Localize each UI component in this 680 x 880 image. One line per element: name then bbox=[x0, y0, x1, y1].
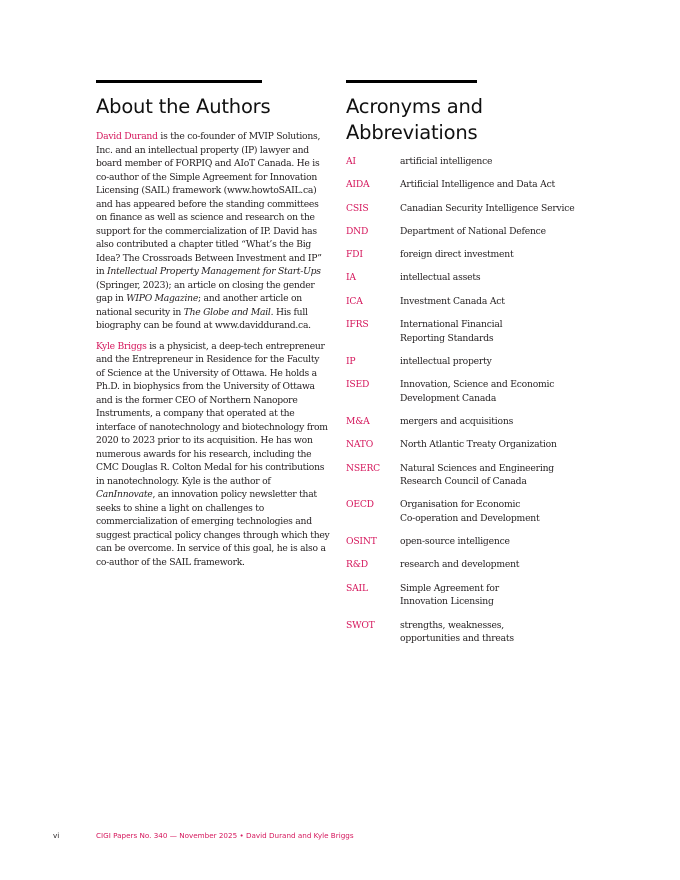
acronym-row bbox=[346, 155, 586, 169]
acronym-definition: Simple Agreement for Innovation Licensing bbox=[400, 582, 499, 608]
acronym-definition: North Atlantic Treaty Organization bbox=[400, 439, 557, 451]
acronym-definition: foreign direct investment bbox=[400, 249, 514, 261]
acronym-definition: Investment Canada Act bbox=[400, 295, 505, 307]
acronym-abbr: M&A bbox=[346, 415, 370, 427]
acronym-abbr: ICA bbox=[346, 295, 363, 307]
acronym-row bbox=[346, 225, 586, 239]
acronym-definition: Innovation, Science and Economic Development Canada bbox=[400, 379, 555, 404]
acronym-definition: open-source intelligence bbox=[400, 536, 510, 548]
acronym-row bbox=[346, 535, 586, 549]
acronym-abbr: IFRS bbox=[346, 319, 369, 331]
acronym-abbr: NATO bbox=[346, 439, 374, 451]
acronym-abbr: ISED bbox=[346, 379, 370, 391]
acronym-row bbox=[346, 582, 586, 609]
acronym-definition: Natural Sciences and Engineering Research Council of Canada bbox=[400, 462, 554, 488]
about-authors-section bbox=[96, 80, 330, 576]
bio-david-durand: David Durand is the co-founder of MVIP Solutions, Inc. and an intellectual property (IP) lawyer and board member of FORPIQ and AIoT Canada. He is co-author of the Simple Agreement for Innovation Licensing (SAIL) framework (www.howtoSAIL.ca) and has appeared before the standing committees on finance as well as science and research on the support for the commercialization of IP. David has also contributed a chapter titled “What’s the Big Idea? The Crossroads Between Investment and IP” in Intellectual Property Management for Start-Ups (Springer, 2023); an article on closing the gender gap in WIPO Magazine; and another article on national security in The Globe and Mail. His full biography can be found at www.daviddurand.ca. bbox=[96, 131, 322, 331]
acronym-definition: artificial intelligence bbox=[400, 156, 493, 167]
acronym-row bbox=[346, 355, 586, 369]
acronym-definition: Department of National Defence bbox=[400, 225, 546, 237]
acronyms-heading: Acronyms and Abbreviations bbox=[346, 95, 483, 144]
acronym-abbr: OSINT bbox=[346, 536, 377, 548]
acronym-abbr: FDI bbox=[346, 249, 363, 261]
section-rule bbox=[346, 80, 477, 83]
acronym-definition: Artificial Intelligence and Data Act bbox=[400, 179, 556, 191]
acronym-row bbox=[346, 178, 586, 192]
acronym-row bbox=[346, 202, 586, 216]
acronym-row bbox=[346, 248, 586, 262]
acronym-definition: strengths, weaknesses, opportunities and threats bbox=[400, 619, 514, 645]
acronym-abbr: R&D bbox=[346, 559, 368, 571]
acronym-abbr: AI bbox=[346, 156, 356, 167]
acronym-abbr: SAIL bbox=[346, 582, 368, 594]
acronym-definition: intellectual assets bbox=[400, 272, 481, 284]
acronym-row bbox=[346, 415, 586, 429]
acronym-definition: intellectual property bbox=[400, 355, 492, 367]
acronym-abbr: SWOT bbox=[346, 619, 375, 631]
acronym-definition: Organisation for Economic Co-operation and Development bbox=[400, 499, 540, 524]
acronym-definition: research and development bbox=[400, 559, 520, 571]
acronym-row bbox=[346, 318, 586, 345]
acronyms-section bbox=[346, 80, 586, 655]
section-rule bbox=[96, 80, 262, 83]
page-number: vi bbox=[53, 831, 60, 840]
acronym-abbr: CSIS bbox=[346, 202, 369, 214]
acronym-definition: International Financial Reporting Standards bbox=[400, 319, 503, 344]
author-name: Kyle Briggs bbox=[96, 340, 147, 352]
acronym-list bbox=[346, 155, 586, 646]
acronym-row bbox=[346, 619, 586, 646]
acronym-row bbox=[346, 378, 586, 405]
acronym-abbr: NSERC bbox=[346, 462, 380, 474]
acronym-row bbox=[346, 438, 586, 452]
acronym-abbr: IP bbox=[346, 355, 356, 367]
acronym-row bbox=[346, 558, 586, 572]
acronym-abbr: AIDA bbox=[346, 179, 370, 191]
acronym-row bbox=[346, 295, 586, 309]
acronym-abbr: IA bbox=[346, 272, 356, 284]
author-name: David Durand bbox=[96, 131, 158, 142]
authors-heading: About the Authors bbox=[96, 95, 271, 118]
acronym-definition: mergers and acquisitions bbox=[400, 415, 514, 427]
acronym-row bbox=[346, 462, 586, 489]
running-title: CIGI Papers No. 340 — November 2025 • David Durand and Kyle Briggs bbox=[96, 831, 354, 840]
acronym-definition: Canadian Security Intelligence Service bbox=[400, 202, 575, 214]
acronym-row bbox=[346, 271, 586, 285]
bio-kyle-briggs: Kyle Briggs is a physicist, a deep-tech entrepreneur and the Entrepreneur in Residence for the Faculty of Science at the University of Ottawa. He holds a Ph.D. in biophysics from the University of Ottawa and is the former CEO of Northern Nanopore Instruments, a company that operated at the interface of nanotechnology and biotechnology from 2020 to 2023 prior to its acquisition. He has won numerous awards for his research, including the CMC Douglas R. Colton Medal for his contributions in nanotechnology. Kyle is the author of CanInnovate, an innovation policy newsletter that seeks to shine a light on challenges to commercialization of emerging technologies and suggest practical policy changes through which they can be overcome. In service of this goal, he is also a co-author of the SAIL framework. bbox=[96, 340, 330, 568]
acronym-abbr: OECD bbox=[346, 499, 374, 511]
acronym-abbr: DND bbox=[346, 225, 369, 237]
acronym-row bbox=[346, 498, 586, 525]
